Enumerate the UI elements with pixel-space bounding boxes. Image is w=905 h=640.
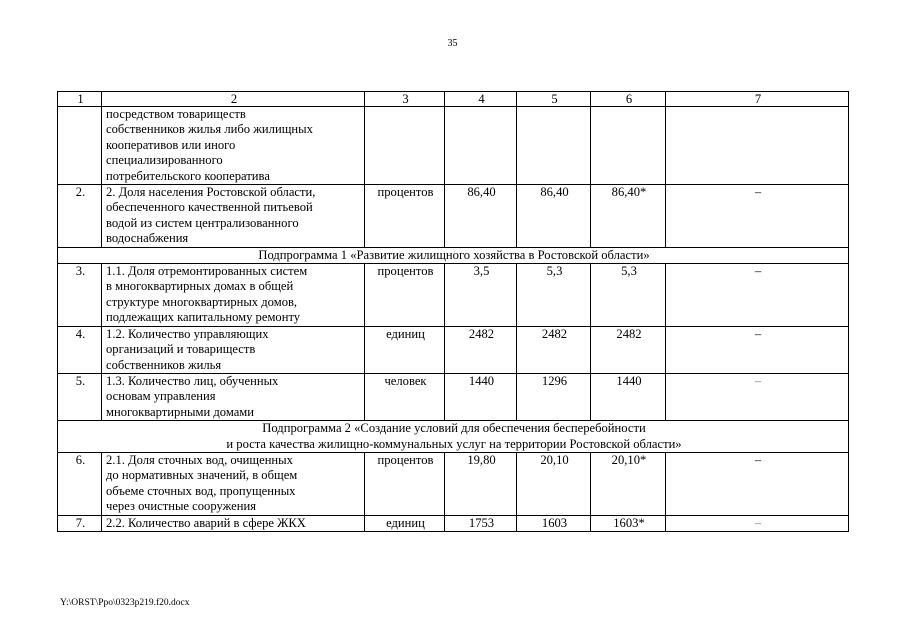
indicator-name-line: в многоквартирных домах в общей [106,279,294,294]
value-cell-col7: – [666,452,849,515]
value-cell-col5: 20,10 [517,452,591,515]
indicator-name-line: 1.3. Количество лиц, обученных [106,373,279,388]
value-cell-col5: 1603 [517,515,591,531]
row-number-cell: 6. [58,452,102,515]
indicator-name-cell [102,452,365,515]
column-header: 6 [591,92,666,107]
unit-cell: процентов [365,185,445,248]
unit-cell: процентов [365,264,445,327]
column-header: 5 [517,92,591,107]
subprogram-title [58,421,849,453]
table-row [58,185,849,248]
indicator-name-line: 2. Доля населения Ростовской области, [106,185,316,200]
value-cell-col6: 2482 [591,326,666,373]
indicator-name-cell [102,326,365,373]
value-cell-col5: 2482 [517,326,591,373]
table-row [58,264,849,327]
value-cell-col7: – [666,185,849,248]
indicator-name-cell [102,185,365,248]
unit-cell: процентов [365,452,445,515]
row-number-cell: 3. [58,264,102,327]
indicator-name-line: 2.1. Доля сточных вод, очищенных [106,452,293,467]
column-header: 2 [102,92,365,107]
subprogram-title [58,247,849,263]
indicator-name-line: организаций и товариществ [106,342,256,357]
indicator-name-line: водоснабжения [106,231,189,246]
value-cell-col6: 1440 [591,373,666,420]
page-number: 35 [447,38,458,49]
indicator-name-cell [102,107,365,185]
value-cell-col7: – [666,515,849,531]
column-header: 4 [445,92,517,107]
subprogram-title-line: Подпрограмма 1 «Развитие жилищного хозяйства в Ростовской области» [258,247,650,262]
value-cell-col4 [445,107,517,185]
indicator-name-line: многоквартирными домами [106,404,255,419]
column-header: 3 [365,92,445,107]
subprogram-title-line: и роста качества жилищно-коммунальных услуг на территории Ростовской области» [226,436,682,451]
value-cell-col6 [591,107,666,185]
value-cell-col4: 1753 [445,515,517,531]
column-header-row [58,92,849,107]
indicator-table [57,91,849,532]
value-cell-col5 [517,107,591,185]
subprogram-row [58,247,849,263]
value-cell-col4: 86,40 [445,185,517,248]
row-number-cell: 5. [58,373,102,420]
value-cell-col5: 86,40 [517,185,591,248]
indicator-name-line: кооперативов или иного [106,137,236,152]
value-cell-col6: 5,3 [591,264,666,327]
indicator-name-line: подлежащих капитальному ремонту [106,310,301,325]
indicator-name-line: водой из систем централизованного [106,215,299,230]
indicator-name-cell [102,515,365,531]
table-row [58,452,849,515]
indicator-name-line: объеме сточных вод, пропущенных [106,483,296,498]
row-number-cell: 7. [58,515,102,531]
value-cell-col4: 1440 [445,373,517,420]
indicator-name-line: через очистные сооружения [106,499,257,514]
indicator-name-line: основам управления [106,389,216,404]
value-cell-col6: 1603* [591,515,666,531]
indicator-name-line: собственников жилья либо жилищных [106,122,313,137]
indicator-name-line: 1.2. Количество управляющих [106,326,269,341]
unit-cell: человек [365,373,445,420]
indicator-name-line: собственников жилья [106,357,222,372]
unit-cell: единиц [365,515,445,531]
column-header: 1 [58,92,102,107]
unit-cell [365,107,445,185]
value-cell-col5: 1296 [517,373,591,420]
value-cell-col7: – [666,264,849,327]
subprogram-row [58,421,849,453]
indicator-name-line: 2.2. Количество аварий в сфере ЖКХ [106,515,306,530]
indicator-name-cell [102,264,365,327]
value-cell-col7 [666,107,849,185]
value-cell-col6: 20,10* [591,452,666,515]
indicator-name-line: обеспеченного качественной питьевой [106,200,313,215]
subprogram-title-line: Подпрограмма 2 «Создание условий для обеспечения бесперебойности [262,421,646,436]
value-cell-col5: 5,3 [517,264,591,327]
value-cell-col4: 3,5 [445,264,517,327]
indicator-name-line: посредством товариществ [106,107,246,121]
table-row [58,326,849,373]
indicator-name-cell [102,373,365,420]
value-cell-col7: – [666,326,849,373]
indicator-name-line: 1.1. Доля отремонтированных систем [106,264,308,279]
column-header: 7 [666,92,849,107]
indicator-name-line: до нормативных значений, в общем [106,468,298,483]
footer-file-path: Y:\ORST\Ppo\0323p219.f20.docx [60,598,190,608]
value-cell-col6: 86,40* [591,185,666,248]
value-cell-col4: 2482 [445,326,517,373]
indicator-name-line: специализированного [106,153,223,168]
table-row [58,107,849,185]
table-row [58,515,849,531]
row-number-cell: 4. [58,326,102,373]
unit-cell: единиц [365,326,445,373]
row-number-cell [58,107,102,185]
table-row [58,373,849,420]
value-cell-col4: 19,80 [445,452,517,515]
row-number-cell: 2. [58,185,102,248]
indicator-name-line: структуре многоквартирных домов, [106,294,298,309]
value-cell-col7: – [666,373,849,420]
indicator-name-line: потребительского кооператива [106,168,270,183]
